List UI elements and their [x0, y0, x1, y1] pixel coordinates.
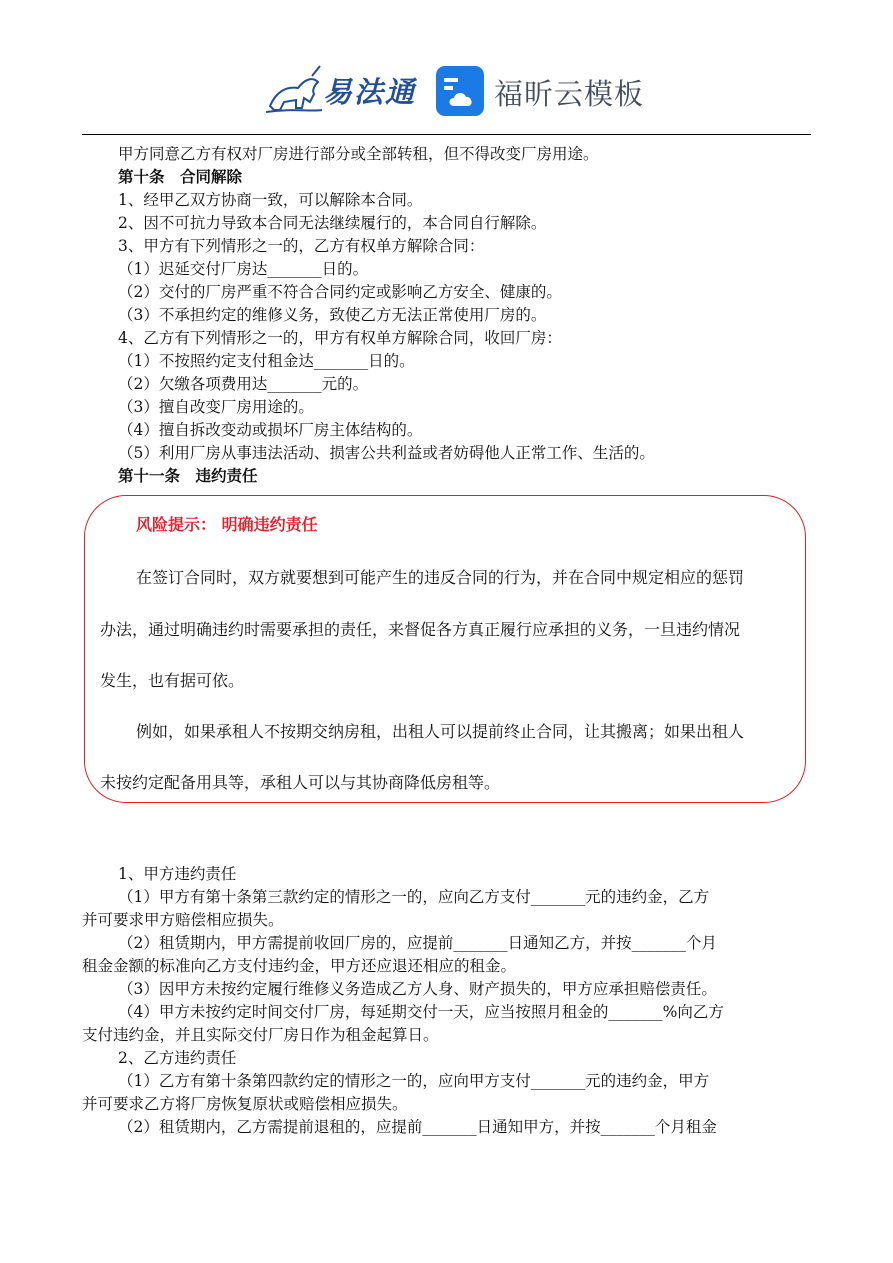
risk-tip-box: [84, 495, 806, 803]
risk-tip-line: 发生，也有据可依。: [100, 671, 245, 690]
risk-tip-line: 办法，通过明确违约时需要承担的责任，来督促各方真正履行应承担的义务，一旦违约情况: [100, 620, 741, 639]
paragraph-line: （4）擅自拆改变动或损坏厂房主体结构的。: [118, 421, 423, 439]
paragraph-line: 支付违约金，并且实际交付厂房日作为租金起算日。: [82, 1026, 439, 1044]
page-header: [0, 0, 893, 135]
paragraph-line: 2、因不可抗力导致本合同无法继续履行的，本合同自行解除。: [118, 214, 547, 232]
paragraph-line: （1）甲方有第十条第三款约定的情形之一的，应向乙方支付_______元的违约金，乙方: [118, 888, 710, 906]
risk-tip-title: 风险提示： 明确违约责任: [136, 515, 318, 534]
paragraph-line: （3）因甲方未按约定履行维修义务造成乙方人身、财产损失的，甲方应承担赔偿责任。: [118, 980, 717, 998]
risk-tip-line: 例如，如果承租人不按期交纳房租，出租人可以提前终止合同，让其搬离；如果出租人: [136, 722, 745, 741]
paragraph-line: （2）租赁期内，甲方需提前收回厂房的，应提前_______日通知乙方，并按_______个月: [118, 934, 717, 952]
paragraph-line: 1、经甲乙双方协商一致，可以解除本合同。: [118, 191, 423, 209]
paragraph-line: （4）甲方未按约定时间交付厂房，每延期交付一天，应当按照月租金的_______%向乙方: [118, 1003, 724, 1021]
paragraph-line: （1）乙方有第十条第四款约定的情形之一的，应向甲方支付_______元的违约金，甲方: [118, 1072, 710, 1090]
paragraph-line: 甲方同意乙方有权对厂房进行部分或全部转租，但不得改变厂房用途。: [118, 145, 599, 163]
paragraph-line: （2）欠缴各项费用达_______元的。: [118, 375, 369, 393]
foxit-cloud-logo-icon: [436, 66, 484, 116]
section-heading: 第十条 合同解除: [118, 168, 243, 186]
paragraph-line: 租金金额的标准向乙方支付违约金，甲方还应退还相应的租金。: [82, 957, 517, 975]
risk-tip-line: 在签订合同时，双方就要想到可能产生的违反合同的行为，并在合同中规定相应的惩罚: [136, 568, 745, 587]
logo1-text: 易法通: [323, 75, 417, 109]
paragraph-line: 并可要求甲方赔偿相应损失。: [82, 911, 284, 929]
paragraph-line: 2、乙方违约责任: [118, 1049, 237, 1067]
section-heading: 第十一条 违约责任: [118, 467, 258, 485]
paragraph-line: （1）不按照约定支付租金达_______日的。: [118, 352, 415, 370]
paragraph-line: （2）租赁期内，乙方需提前退租的，应提前_______日通知甲方，并按_______个月租金: [118, 1118, 717, 1136]
paragraph-line: （3）不承担约定的维修义务，致使乙方无法正常使用厂房的。: [118, 306, 547, 324]
paragraph-line: （2）交付的厂房严重不符合合同约定或影响乙方安全、健康的。: [118, 283, 562, 301]
paragraph-line: 3、甲方有下列情形之一的，乙方有权单方解除合同：: [118, 237, 485, 255]
paragraph-line: 并可要求乙方将厂房恢复原状或赔偿相应损失。: [82, 1095, 408, 1113]
paragraph-line: 1、甲方违约责任: [118, 865, 237, 883]
risk-tip-line: 未按约定配备用具等，承租人可以与其协商降低房租等。: [100, 773, 501, 792]
paragraph-line: （1）迟延交付厂房达_______日的。: [118, 260, 369, 278]
paragraph-line: （5）利用厂房从事违法活动、损害公共利益或者妨碍他人正常工作、生活的。: [118, 444, 655, 462]
logo2-text: 福昕云模板: [494, 77, 645, 111]
paragraph-line: （3）擅自改变厂房用途的。: [118, 398, 314, 416]
header-rule: [82, 134, 811, 135]
paragraph-line: 4、乙方有下列情形之一的，甲方有权单方解除合同，收回厂房：: [118, 329, 562, 347]
